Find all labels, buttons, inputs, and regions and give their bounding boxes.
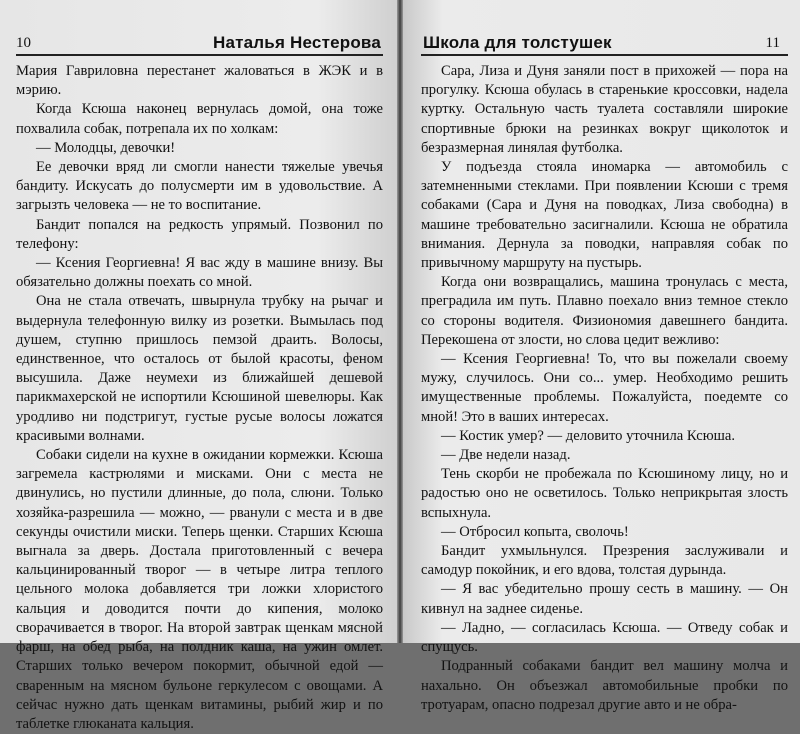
paragraph: — Ксения Георгиевна! То, что вы пожелали своему мужу, случилось. Они со... умер. Необходимо решить имущественные проблемы. Пожалуйста, поедемте со мной! Это в ваших интересах. (421, 351, 788, 425)
running-title-book: Школа для толстушек (423, 33, 612, 52)
paragraph: Когда Ксюша наконец вернулась домой, она тоже похвалила собак, потрепала их по холкам: (16, 101, 383, 137)
page-number: 10 (16, 35, 31, 51)
paragraph: Подранный собаками бандит вел машину молча и нахально. Он объезжал автомобильные пробки по тротуарам, опасно подрезал другие авто и не обра- (421, 658, 788, 713)
paragraph: — Ладно, — согласилась Ксюша. — Отведу собак и спущусь. (421, 619, 788, 656)
paragraph: — Молодцы, девочки! (36, 139, 176, 156)
paragraph: Когда они возвращались, машина тронулась с места, преградила им путь. Плавно поехало вниз темное стекло со стороны водителя. Физиономия давешнего бандита. Перекошена от злости, но слова цедит вежливо: (421, 274, 788, 348)
left-page-header (16, 20, 383, 56)
running-title-author: Наталья Нестерова (213, 33, 381, 52)
page-number: 11 (765, 35, 780, 51)
right-page (403, 0, 800, 713)
paragraph: — Ксения Георгиевна! Я вас жду в машине внизу. Вы обязательно должны поехать со мной. (16, 255, 383, 291)
paragraph: Тень скорби не пробежала по Ксюшиному лицу, но и радостью оно не осветилось. Только неприкрытая злость вспыхнула. (421, 466, 788, 521)
left-page-body (16, 62, 383, 734)
right-page-header (421, 20, 788, 56)
right-page-body (421, 62, 788, 715)
paragraph: У подъезда стояла иномарка — автомобиль с затемненными стеклами. При появлении Ксюши с тремя собаками (Сара и Дуня на поводках, Лиза свободна) в машине требовательно засигналили. Ксюша не обратила внимания. Дернула за поводки, направляя собак по привычному маршруту на пустырь. (421, 159, 788, 272)
paragraph: Собаки сидели на кухне в ожидании кормежки. Ксюша загремела кастрюлями и мисками. Они с места не двинулись, но пустили длинные, до пола, слюни. Только хозяйка-разрешила — можно, — рванули с места и в две секунды очистили миски. Теперь щенки. Старших Ксюша выгнала за дверь. Достала приготовленный с вечера кальцинированный творог — в четыре литра теплого цельного молока добавляется три ложки хлористого кальция и доводится почти до кипения, молоко сворачивается в творог. На второй завтрак щенкам мясной фарш, на обед рыба, на полдник каша, на ужин омлет. Старших только вечером покормит, обычной едой — сваренным на мясном бульоне геркулесом с овощами. А сейчас нужно дать щенкам витамины, рыбий жир и по таблетке глюканата кальция. (16, 447, 383, 732)
paragraph: Мария Гавриловна перестанет жаловаться в ЖЭК и в мэрию. (16, 63, 383, 99)
paragraph: — Отбросил копыта, сволочь! (441, 523, 629, 540)
paragraph: Сара, Лиза и Дуня заняли пост в прихожей — пора на прогулку. Ксюша обулась в старенькие кроссовки, надела куртку. Остальную часть туалета составляли широкие спортивные брюки на резинках вокруг щиколоток и безразмерная линялая футболка. (421, 63, 788, 156)
paragraph: — Я вас убедительно прошу сесть в машину. — Он кивнул на заднее сиденье. (421, 581, 788, 617)
paragraph: Ее девочки вряд ли смогли нанести тяжелые увечья бандиту. Искусать до полусмерти им в удовольствие. А загрызть человека — не то воспитание. (16, 159, 383, 214)
paragraph: — Костик умер? — деловито уточнила Ксюша. (441, 427, 735, 444)
paragraph: — Две недели назад. (441, 447, 571, 464)
paragraph: Бандит ухмыльнулся. Презрения заслуживали и самодур покойник, и его вдова, толстая дурында. (421, 543, 788, 579)
paragraph: Бандит попался на редкость упрямый. Позвонил по телефону: (16, 216, 383, 252)
paragraph: Она не стала отвечать, швырнула трубку на рычаг и выдернула телефонную вилку из розетки. Вымылась под душем, ступню пришлось пемзой драить. Волосы, единственное, что осталось от былой красоты, феном высушила. Даже неумехи из ближайшей дешевой парикмахерской не испортили Ксюшиной шевелюры. Как уродливо ни подстригут, густые русые волосы ложатся красивыми волнами. (16, 293, 383, 444)
left-page (0, 0, 397, 732)
